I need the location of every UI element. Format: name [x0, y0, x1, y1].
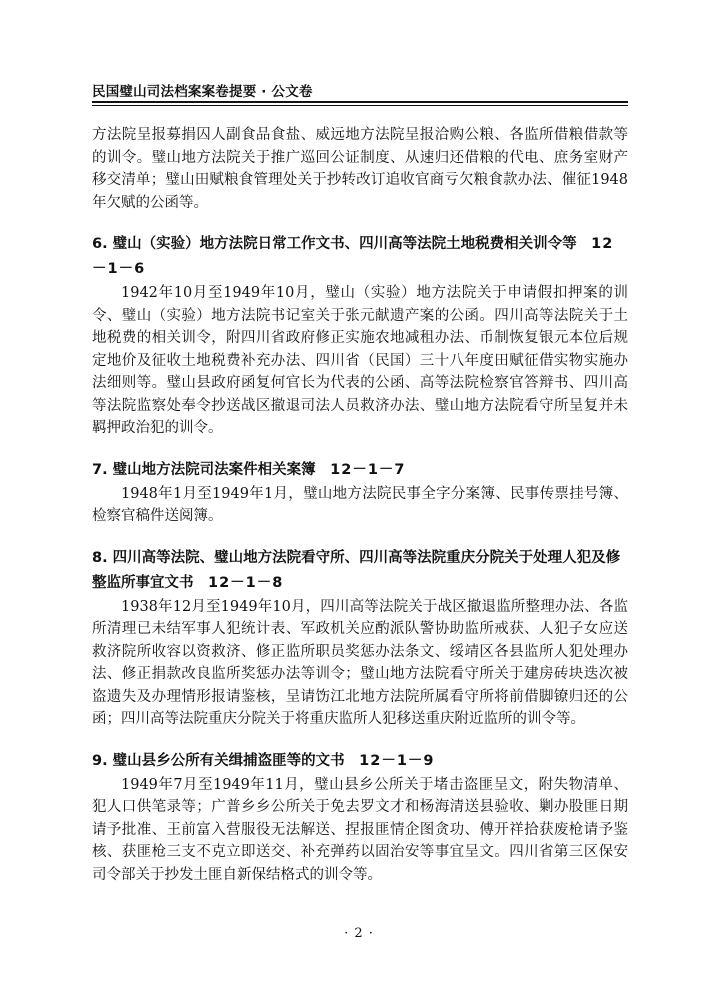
section-9 — [92, 749, 628, 887]
section-8 — [92, 546, 628, 731]
section-code: 12－1－8 — [208, 574, 284, 591]
section-body: 1942年10月至1949年10月，璧山（实验）地方法院关于申请假扣押案的训令、璧山（实验）地方法院书记室关于张元献遗产案的公函。四川高等法院关于土地税费的相关训令，附四川省政府修正实施农地减租办法、币制恢复银元本位后规定地价及征收土地税费补充办法、四川省（民国）三十八年度田赋征借实物实施办法细则等。璧山县政府函复何官长为代表的公函、高等法院检察官答辩书、四川高等法院监察处奉令抄送战区撤退司法人员救济办法、璧山地方法院看守所呈复并未羁押政治犯的训令。 — [92, 285, 628, 436]
section-title: 9. 璧山县乡公所有关缉捕盗匪等的文书 — [92, 752, 345, 769]
page-number: · 2 · — [344, 926, 374, 941]
section-title: 7. 璧山地方法院司法案件相关案簿 — [92, 461, 316, 478]
section-6 — [92, 232, 628, 440]
section-body: 1948年1月至1949年1月，璧山地方法院民事全字分案簿、民事传票挂号簿、检察官稿件送阅簿。 — [92, 485, 628, 524]
header-rule-thick — [92, 101, 628, 103]
section-heading — [92, 546, 628, 596]
section-code: 12－1－9 — [359, 752, 435, 769]
section-title: 6. 璧山（实验）地方法院日常工作文书、四川高等法院土地税费相关训令等 — [92, 236, 577, 252]
section-heading — [92, 749, 628, 774]
intro-paragraph: 方法院呈报募捐囚人副食品食盐、威远地方法院呈报洽购公粮、各监所借粮借款等的训令。璧山地方法院关于推广巡回公证制度、从速归还借粮的代电、庶务室财产移交清单；璧山田赋粮食管理处关于抄转改订追收官商亏欠粮食款办法、催征1948年欠赋的公函等。 — [92, 127, 628, 211]
section-title: 8. 四川高等法院、璧山地方法院看守所、四川高等法院重庆分院关于处理人犯及修整监所事宜文书 — [92, 549, 621, 591]
section-code: 12－1－6 — [92, 236, 614, 277]
section-heading — [92, 458, 628, 483]
section-body: 1938年12月至1949年10月，四川高等法院关于战区撤退监所整理办法、各监所清理已未结军事人犯统计表、军政机关应酌派队警协助监所戒获、人犯子女应送救济院所收容以资救济、修正监所职员奖惩办法条文、绥靖区各县监所人犯处理办法、修正捐款改良监所奖惩办法等训令；璧山地方法院看守所关于建房砖块迭次被盗遗失及办理情形报请鉴核，呈请饬江北地方法院所属看守所将前借脚镣归还的公函；四川高等法院重庆分院关于将重庆监所人犯移送重庆附近监所的训令等。 — [92, 598, 628, 727]
section-heading — [92, 232, 628, 282]
section-body: 1949年7月至1949年11月，璧山县乡公所关于堵击盗匪呈文，附失物清单、犯人口供笔录等；广普乡乡公所关于免去罗文才和杨海清送县验收、剿办股匪日期请予批准、王前富入营服役无法解送、捏报匪情企图贪功、傅开祥拾获废枪请予鉴核、获匪枪三支不克立即送交、补充弹药以固治安等事宜呈文。四川省第三区保安司令部关于抄发土匪自新保结格式的训令等。 — [92, 776, 628, 883]
header-rule-thin — [92, 105, 628, 106]
section-code: 12－1－7 — [330, 461, 406, 478]
running-header: 民国璧山司法档案案卷提要 · 公文卷 — [92, 84, 313, 100]
page-content — [92, 124, 628, 886]
section-7 — [92, 458, 628, 528]
